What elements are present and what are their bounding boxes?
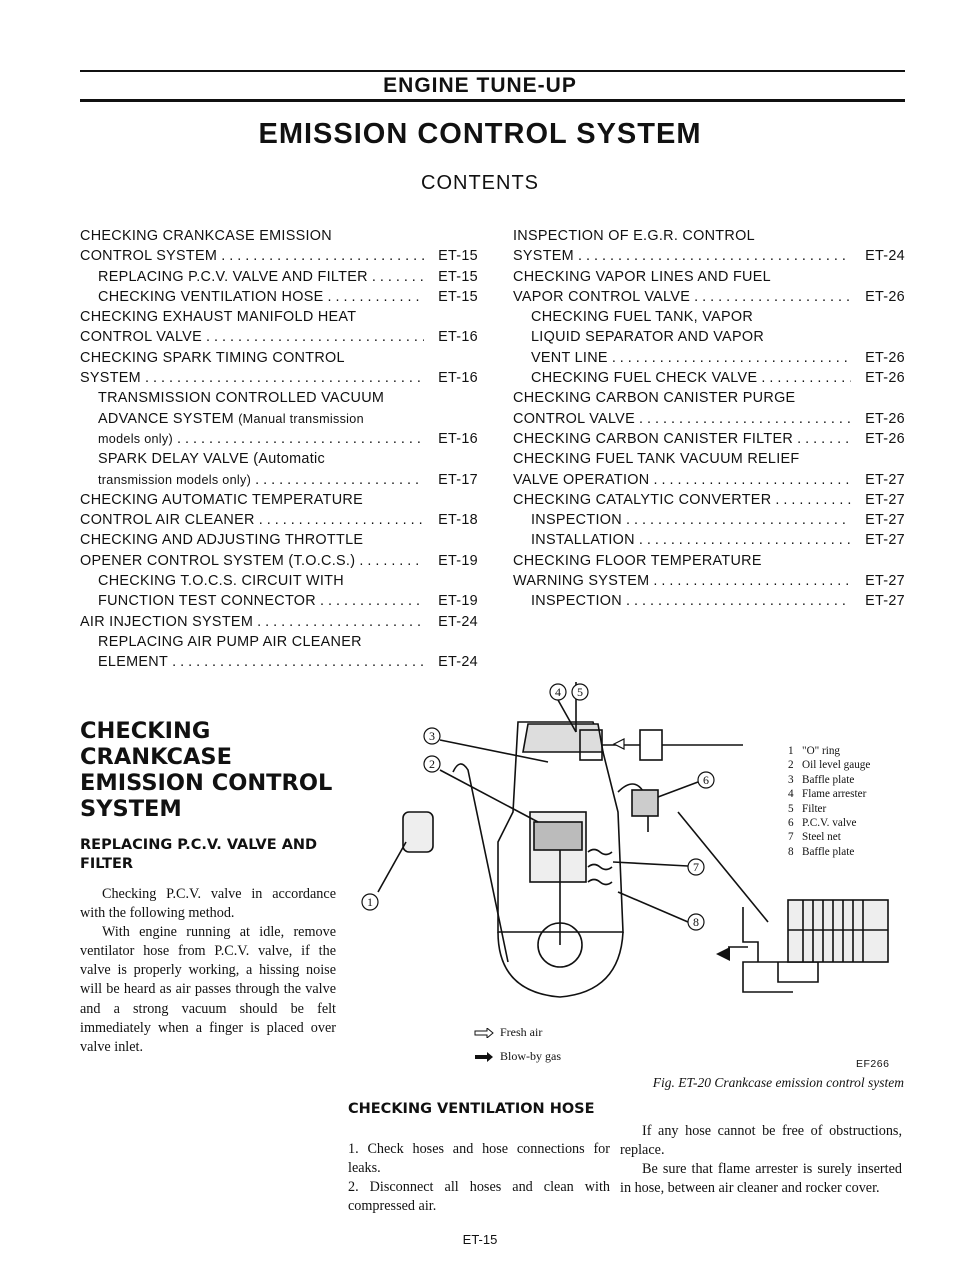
toc-leader-dots: [259, 510, 424, 530]
toc-leader-dots: [320, 591, 424, 611]
callout-8: [688, 914, 704, 930]
toc-page-ref: ET-26: [865, 370, 905, 387]
toc-entry: [80, 226, 478, 246]
legend-item: 2 Oil level gauge: [788, 759, 871, 772]
toc-entry-text: VAPOR CONTROL VALVE: [513, 288, 691, 305]
toc-page-ref: ET-27: [865, 532, 905, 549]
toc-leader-dots: [626, 510, 851, 530]
header-rule-top: [80, 70, 905, 72]
toc-page-ref: ET-15: [438, 268, 478, 285]
legend-item: 6 P.C.V. valve: [788, 817, 857, 830]
toc-entry-text: ELEMENT: [98, 654, 169, 671]
toc-entry-text: TRANSMISSION CONTROLLED VACUUM: [98, 390, 385, 407]
svg-text:2: 2: [429, 757, 435, 771]
toc-leader-dots: [639, 530, 851, 550]
toc-entry: [80, 490, 478, 510]
toc-entry: [513, 449, 905, 469]
callout-5: [572, 684, 588, 700]
toc-entry: [80, 287, 478, 307]
toc-leader-dots: [612, 348, 851, 368]
toc-page-ref: ET-26: [865, 430, 905, 447]
toc-entry-text: CHECKING CARBON CANISTER FILTER: [513, 430, 794, 447]
toc-page-ref: ET-15: [438, 288, 478, 305]
paragraph: Checking P.C.V. valve in accordance with the following method.: [80, 886, 336, 922]
figure-legend: [788, 744, 870, 859]
toc-entry: [80, 368, 478, 388]
toc-page-ref: ET-27: [865, 512, 905, 529]
toc-entry: [513, 429, 905, 449]
svg-text:6: 6: [703, 773, 709, 787]
toc-entry-text: OPENER CONTROL SYSTEM (T.O.C.S.): [80, 552, 356, 569]
toc-left-column: [80, 226, 478, 673]
toc-entry: [80, 429, 478, 449]
toc-leader-dots: [257, 612, 424, 632]
toc-page-ref: ET-16: [438, 329, 478, 346]
toc-leader-dots: [653, 571, 851, 591]
callout-7: [688, 859, 704, 875]
toc-entry: [513, 348, 905, 368]
toc-page-ref: ET-27: [865, 593, 905, 610]
toc-page-ref: ET-27: [865, 573, 905, 590]
pcv-body-text: [80, 885, 336, 1057]
toc-leader-dots: [328, 287, 424, 307]
toc-leader-dots: [359, 551, 424, 571]
svg-text:1: 1: [367, 895, 373, 909]
toc-page-ref: ET-18: [438, 512, 478, 529]
legend-blow-by: [474, 1049, 561, 1064]
toc-entry: [513, 470, 905, 490]
toc-entry-text: FUNCTION TEST CONNECTOR: [98, 593, 316, 610]
toc-entry: [80, 246, 478, 266]
toc-entry-text: WARNING SYSTEM: [513, 573, 650, 590]
toc-entry-text: CHECKING EXHAUST MANIFOLD HEAT: [80, 309, 357, 326]
toc-entry: [80, 470, 478, 490]
legend-item: 3 Baffle plate: [788, 773, 855, 786]
legend-fresh-air: [474, 1025, 542, 1040]
toc-leader-dots: [694, 287, 851, 307]
toc-entry-text: INSPECTION: [531, 512, 622, 529]
callout-1: [362, 894, 378, 910]
toc-entry: [80, 348, 478, 368]
toc-entry-text: CHECKING AND ADJUSTING THROTTLE: [80, 532, 364, 549]
toc-entry: [513, 551, 905, 571]
toc-entry: [513, 510, 905, 530]
toc-entry-text: ADVANCE SYSTEM (Manual transmission: [98, 410, 364, 427]
toc-entry: [513, 571, 905, 591]
toc-entry-text: CONTROL VALVE: [513, 410, 635, 427]
section-title: ENGINE TUNE-UP: [383, 74, 577, 97]
toc-page-ref: ET-16: [438, 370, 478, 387]
callout-2: [424, 756, 440, 772]
toc-leader-dots: [626, 591, 851, 611]
paragraph: If any hose cannot be free of obstructions, replace.: [620, 1123, 902, 1159]
toc-entry-text: CHECKING FUEL TANK, VAPOR: [531, 309, 754, 326]
toc-entry-text: CHECKING SPARK TIMING CONTROL: [80, 349, 345, 366]
toc-entry-text: CHECKING AUTOMATIC TEMPERATURE: [80, 491, 363, 508]
toc-entry: [513, 226, 905, 246]
toc-entry: [513, 267, 905, 287]
toc-page-ref: ET-15: [438, 248, 478, 265]
callout-4: [550, 684, 566, 700]
toc-entry: [80, 571, 478, 591]
toc-entry-text: CHECKING FUEL TANK VACUUM RELIEF: [513, 451, 800, 468]
step: 2. Disconnect all hoses and clean with compressed air.: [348, 1179, 610, 1215]
toc-entry-text: CHECKING VENTILATION HOSE: [98, 288, 324, 305]
toc-entry-text: CHECKING T.O.C.S. CIRCUIT WITH: [98, 573, 344, 590]
toc-page-ref: ET-17: [438, 471, 478, 488]
toc-page-ref: ET-24: [438, 613, 478, 630]
fresh-air-arrow-icon: [474, 1028, 494, 1038]
paragraph: With engine running at idle, remove ventilator hose from P.C.V. valve, if the valve is properly working, a hissing noise will be heard as air passes through the valve and a strong vacuum should be felt immediately when a finger is placed over valve inlet.: [80, 924, 336, 1055]
toc-entry-text: INSTALLATION: [531, 532, 635, 549]
blow-by-arrow-icon: [474, 1052, 494, 1062]
callout-3: [424, 728, 440, 744]
toc-leader-dots: [639, 409, 851, 429]
toc-entry-text: SYSTEM: [513, 248, 574, 265]
toc-entry: [513, 409, 905, 429]
toc-entry-text: AIR INJECTION SYSTEM: [80, 613, 254, 630]
toc-entry: [513, 307, 905, 327]
toc-leader-dots: [177, 429, 424, 449]
toc-entry-text: LIQUID SEPARATOR AND VAPOR: [531, 329, 765, 346]
toc-page-ref: ET-26: [865, 410, 905, 427]
fresh-air-label: Fresh air: [500, 1025, 543, 1039]
toc-leader-dots: [145, 368, 424, 388]
svg-text:3: 3: [429, 729, 435, 743]
toc-leader-dots: [775, 490, 851, 510]
toc-entry-text: models only): [98, 431, 173, 446]
toc-entry-text: SYSTEM: [80, 370, 141, 387]
toc-page-ref: ET-19: [438, 593, 478, 610]
toc-entry: [80, 449, 478, 469]
toc-entry: [80, 267, 478, 287]
toc-entry-text: VALVE OPERATION: [513, 471, 650, 488]
toc-entry-text: REPLACING AIR PUMP AIR CLEANER: [98, 633, 362, 650]
svg-text:8: 8: [693, 915, 699, 929]
callout-6: [698, 772, 714, 788]
subsection-heading: REPLACING P.C.V. VALVE AND FILTER: [80, 837, 318, 872]
toc-entry: [80, 510, 478, 530]
blow-by-label: Blow-by gas: [500, 1049, 561, 1063]
toc-entry-text: SPARK DELAY VALVE (Automatic: [98, 451, 326, 468]
toc-entry-text: CHECKING CRANKCASE EMISSION: [80, 228, 332, 244]
page-title: EMISSION CONTROL SYSTEM: [258, 118, 702, 150]
toc-page-ref: ET-27: [865, 471, 905, 488]
toc-entry-text: CONTROL AIR CLEANER: [80, 512, 255, 529]
crankcase-emission-diagram: [348, 662, 908, 1062]
toc-leader-dots: [797, 429, 851, 449]
toc-page-ref: ET-24: [865, 248, 905, 265]
toc-entry: [80, 307, 478, 327]
toc-entry: [80, 530, 478, 550]
toc-page-ref: ET-16: [438, 430, 478, 447]
toc-entry-text: CONTROL SYSTEM: [80, 248, 218, 265]
toc-entry-text: CHECKING FUEL CHECK VALVE: [531, 370, 758, 387]
toc-leader-dots: [761, 368, 851, 388]
toc-entry: [513, 530, 905, 550]
toc-entry-text: CHECKING CARBON CANISTER PURGE: [513, 390, 796, 407]
toc-entry: [80, 327, 478, 347]
ventilation-steps: [348, 1140, 610, 1216]
toc-leader-dots: [653, 470, 851, 490]
toc-entry: [513, 327, 905, 347]
toc-page-ref: ET-26: [865, 288, 905, 305]
toc-page-ref: ET-24: [438, 654, 478, 671]
toc-entry: [513, 368, 905, 388]
toc-entry-text: INSPECTION: [531, 593, 622, 610]
legend-item: 4 Flame arrester: [788, 788, 867, 801]
svg-text:5: 5: [577, 685, 583, 699]
toc-entry: [513, 388, 905, 408]
toc-entry: [80, 591, 478, 611]
page-number: ET-15: [462, 1232, 498, 1247]
toc-entry: [80, 632, 478, 652]
ventilation-body-text: [620, 1122, 902, 1198]
toc-entry: [513, 490, 905, 510]
legend-item: 5 Filter: [788, 802, 827, 815]
toc-entry: [80, 388, 478, 408]
legend-item: 7 Steel net: [788, 831, 841, 844]
svg-text:4: 4: [555, 685, 561, 699]
toc-entry: [513, 591, 905, 611]
toc-entry-text: transmission models only): [98, 472, 252, 487]
toc-entry-text: INSPECTION OF E.G.R. CONTROL: [513, 228, 755, 244]
paragraph: Be sure that flame arrester is surely inserted in hose, between air cleaner and rocker cover.: [620, 1161, 902, 1197]
toc-leader-dots: [372, 267, 424, 287]
figure-code: EF266: [856, 1058, 890, 1070]
toc-leader-dots: [578, 246, 851, 266]
toc-page-ref: ET-27: [865, 491, 905, 508]
toc-entry: [513, 246, 905, 266]
toc-entry: [80, 612, 478, 632]
toc-entry-text: REPLACING P.C.V. VALVE AND FILTER: [98, 268, 368, 285]
toc-right-column: [513, 226, 905, 612]
section-heading: CHECKING CRANKCASE EMISSION CONTROL SYSTEM: [80, 718, 333, 822]
contents-title: CONTENTS: [421, 172, 539, 194]
toc-entry: [80, 409, 478, 429]
toc-entry-text: CHECKING CATALYTIC CONVERTER: [513, 491, 772, 508]
toc-entry-text: CHECKING FLOOR TEMPERATURE: [513, 552, 762, 569]
toc-entry: [513, 287, 905, 307]
ventilation-heading: CHECKING VENTILATION HOSE: [348, 1101, 595, 1117]
legend-item: 8 Baffle plate: [788, 845, 855, 858]
header-rule-bottom: [80, 99, 905, 102]
toc-leader-dots: [221, 246, 424, 266]
toc-entry: [80, 551, 478, 571]
svg-text:7: 7: [693, 860, 699, 874]
toc-leader-dots: [255, 470, 424, 490]
toc-page-ref: ET-19: [438, 552, 478, 569]
step: 1. Check hoses and hose connections for leaks.: [348, 1141, 610, 1177]
toc-entry-text: CONTROL VALVE: [80, 329, 202, 346]
legend-item: 1 "O" ring: [788, 745, 841, 757]
toc-page-ref: ET-26: [865, 349, 905, 366]
toc-entry-text: CHECKING VAPOR LINES AND FUEL: [513, 268, 771, 285]
toc-entry-text: VENT LINE: [531, 349, 608, 366]
toc-leader-dots: [206, 327, 424, 347]
figure-caption: Fig. ET-20 Crankcase emission control system: [652, 1075, 904, 1090]
